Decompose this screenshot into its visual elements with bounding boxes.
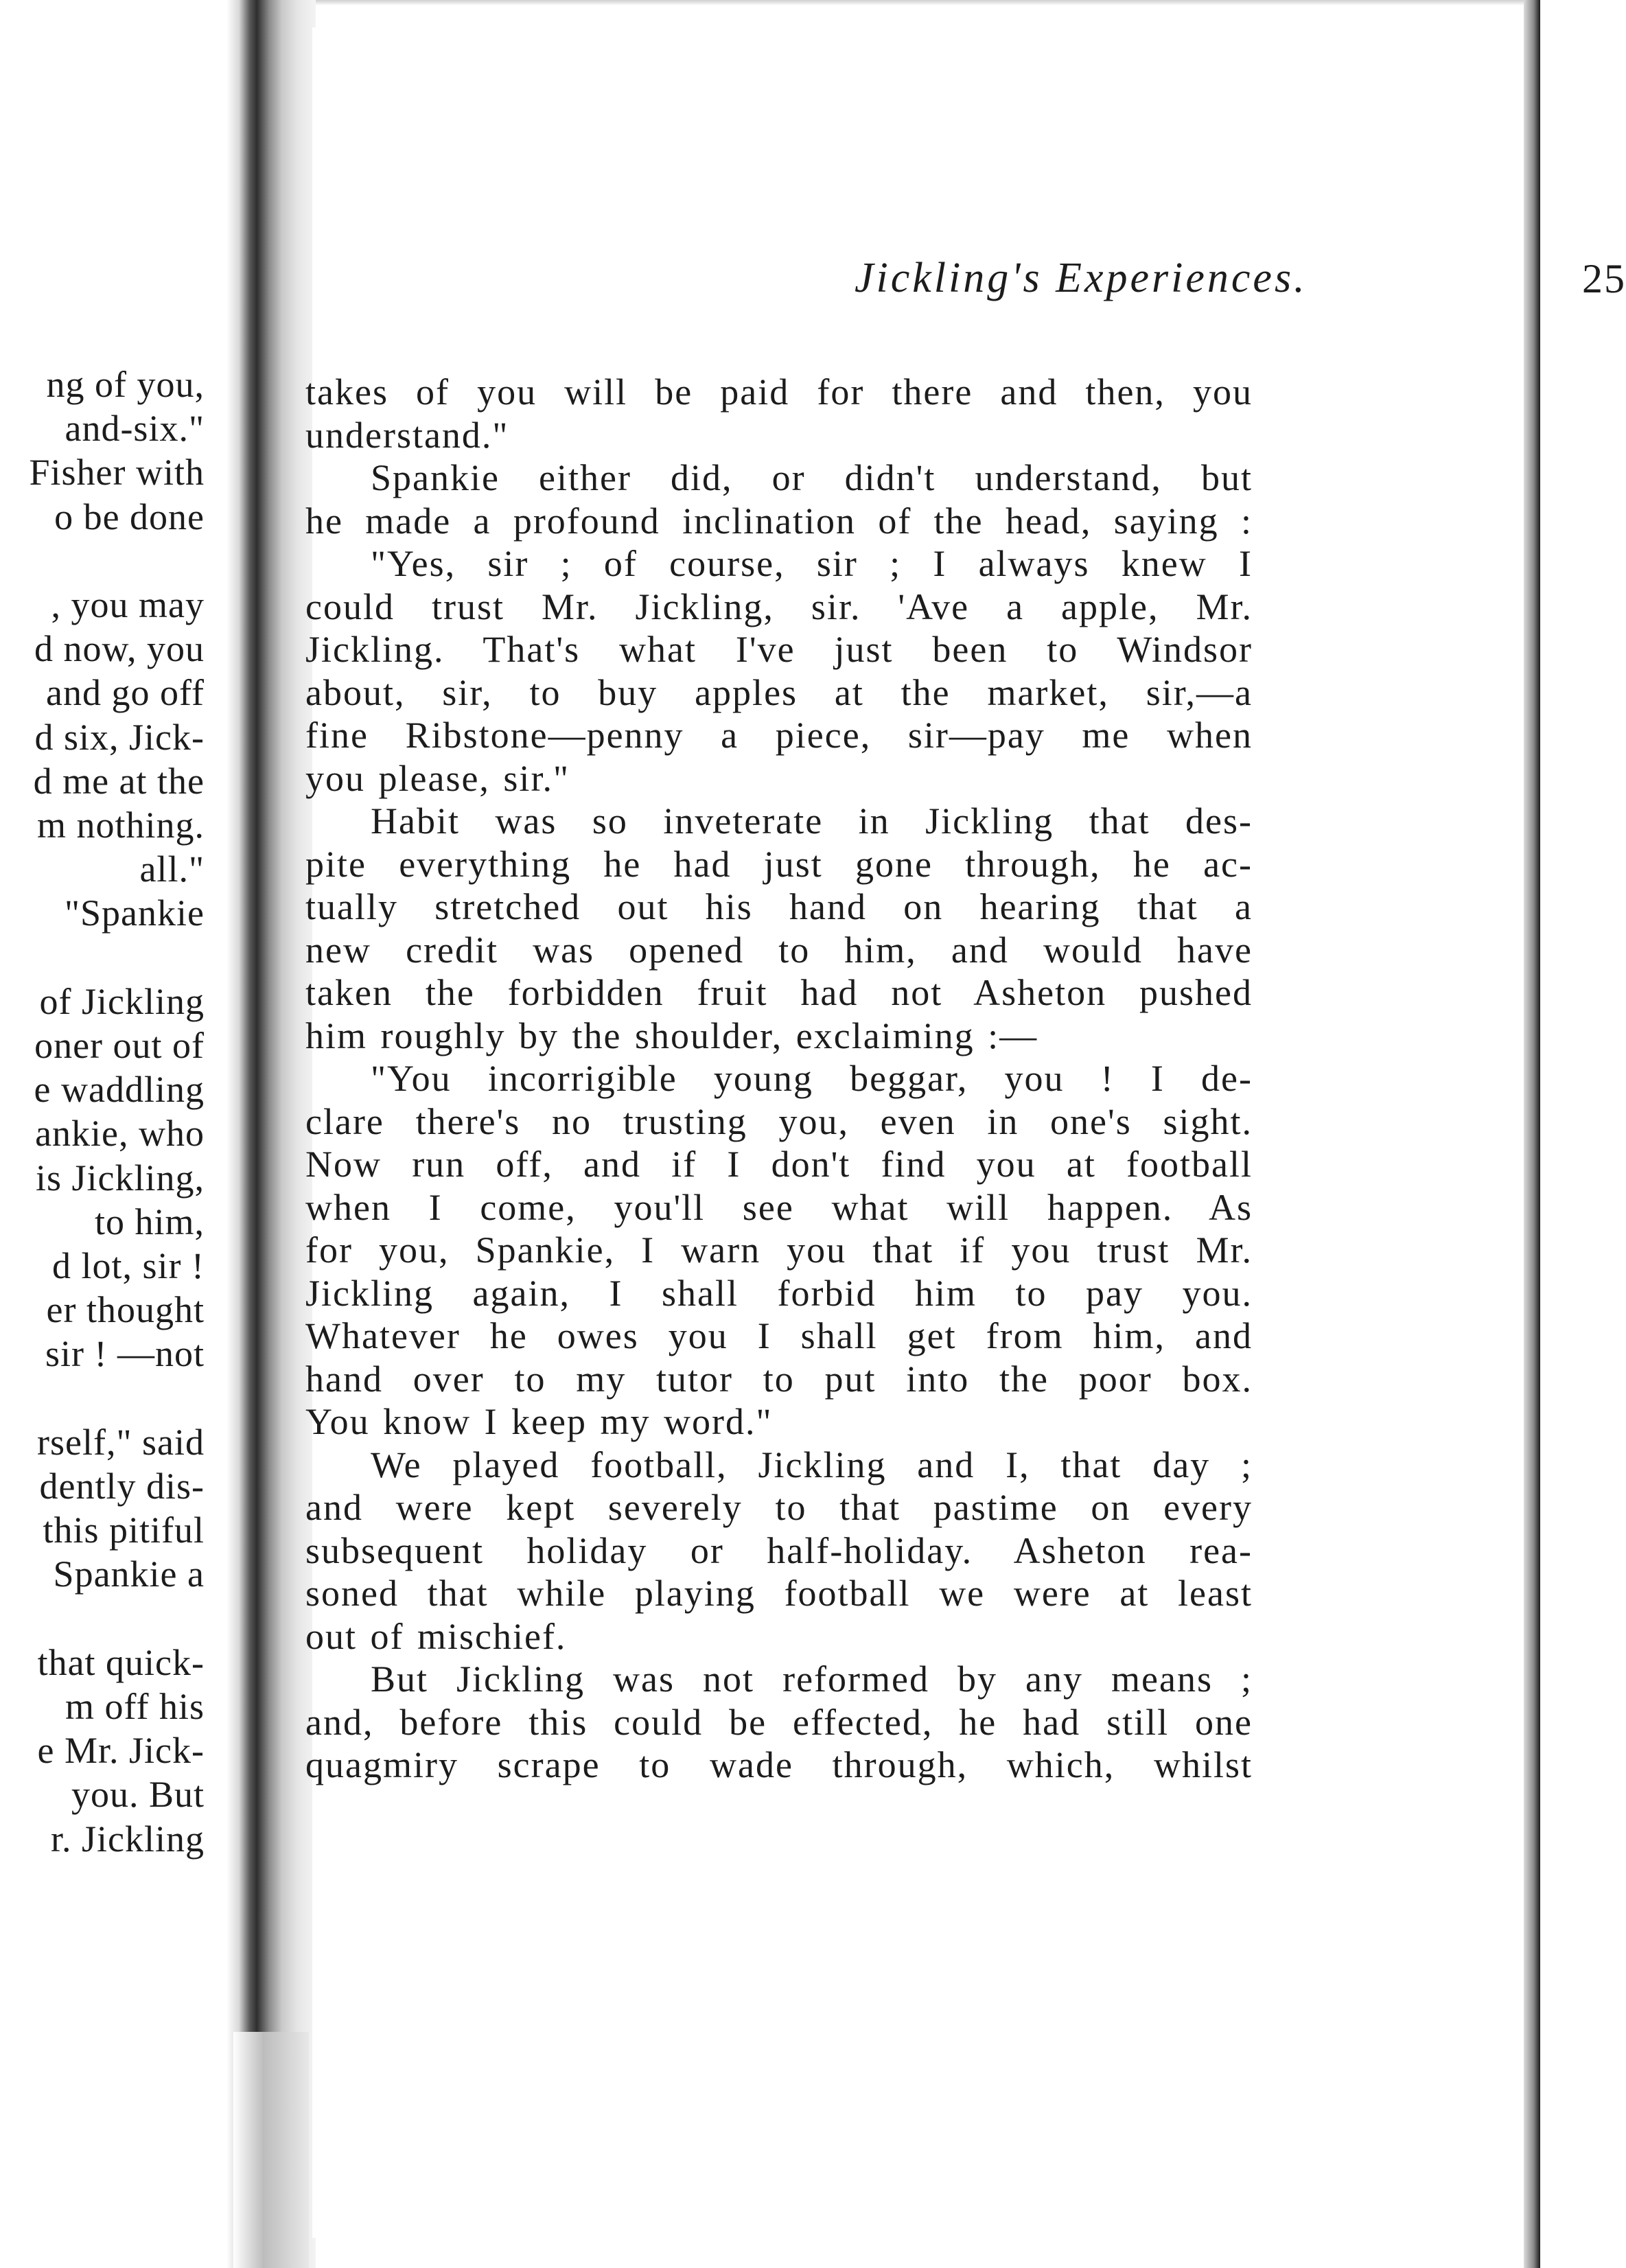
left-page-line: Fisher with [29,452,205,494]
left-page-line: is Jickling, [35,1157,205,1199]
body-text-line: and, before this could be effected, he had still one [305,1701,1253,1743]
left-page-line: sir ! —not [45,1333,205,1375]
body-text-line: Now run off, and if I don't find you at football [305,1144,1253,1185]
body-text-line: You know I keep my word." [305,1401,773,1442]
body-text-line: "You incorrigible young beggar, you ! I de- [371,1058,1253,1099]
body-text-line: understand." [305,414,509,456]
left-page-line: m nothing. [36,805,205,846]
left-page-line: oner out of [34,1025,205,1066]
body-text-line: Jickling again, I shall forbid him to pay you. [305,1272,1253,1314]
left-page-line: and-six." [65,408,205,450]
body-text-line: takes of you will be paid for there and then, you [305,371,1253,413]
left-page-line: m off his [65,1686,205,1727]
body-text-line: pite everything he had just gone through, he ac- [305,843,1253,885]
left-page-line: of Jickling [39,980,205,1022]
body-text-line: about, sir, to buy apples at the market, sir,—a [305,671,1253,713]
book-gutter-shadow [227,0,316,2268]
left-page-line: o be done [54,496,205,537]
body-text-line: and were kept severely to that pastime on every [305,1487,1253,1528]
book-gutter-lower-shadow [233,2032,309,2268]
body-text-line: Jickling. That's what I've just been to Windsor [305,629,1253,670]
left-page-line: ankie, who [35,1113,205,1155]
left-page-line: d me at the [33,760,205,802]
left-page-text [0,0,205,2268]
left-page-fragment [0,0,233,2268]
left-page-line: e Mr. Jick- [37,1730,205,1772]
left-page-line: dently dis- [39,1466,205,1507]
body-text-line: quagmiry scrape to wade through, which, whilst [305,1744,1253,1785]
body-text-line: hand over to my tutor to put into the poor box. [305,1358,1253,1400]
body-text-line: subsequent holiday or half-holiday. Asheton rea- [305,1529,1253,1571]
body-text-line: new credit was opened to him, and would have [305,929,1253,971]
body-text-line: "Yes, sir ; of course, sir ; I always knew I [371,543,1253,584]
left-page-line: ng of you, [46,364,205,405]
body-text-line: he made a profound inclination of the head, saying : [305,500,1253,542]
left-page-line: d lot, sir ! [52,1245,205,1286]
body-text-line: taken the forbidden fruit had not Asheton pushed [305,972,1253,1013]
page-number: 25 [1582,256,1626,301]
body-text-line: But Jickling was not reformed by any means ; [371,1658,1253,1700]
body-text-line: tually stretched out his hand on hearing that a [305,886,1253,927]
body-text-line: for you, Spankie, I warn you that if you trust Mr. [305,1229,1253,1271]
scan-right-edge [1524,0,1540,2268]
body-text-line: him roughly by the shoulder, exclaiming :— [305,1015,1038,1056]
left-page-line: d now, you [34,628,205,670]
left-page-line: d six, Jick- [34,716,205,758]
left-page-line: Spankie a [53,1553,205,1595]
left-page-line: you. But [71,1774,205,1816]
left-page-line: r. Jickling [51,1818,205,1860]
body-text-line: clare there's no trusting you, even in one's sight. [305,1100,1253,1142]
running-head: Jickling's Experiences. [855,255,1308,301]
left-page-line: this pitiful [43,1509,205,1551]
page-header [539,254,1626,316]
left-page-line: "Spankie [64,892,205,934]
body-text-line: could trust Mr. Jickling, sir. 'Ave a apple, Mr. [305,586,1253,627]
left-page-line: , you may [51,584,205,625]
body-text-line: fine Ribstone—penny a piece, sir—pay me when [305,715,1253,756]
left-page-line: er thought [46,1289,205,1331]
left-page-line: to him, [94,1201,205,1242]
left-page-line: and go off [46,672,205,714]
body-text-line: out of mischief. [305,1615,567,1657]
body-text-line: Spankie either did, or didn't understand, but [371,457,1253,498]
body-text-line: you please, sir." [305,757,570,799]
left-page-line: that quick- [37,1641,205,1683]
left-page-line: rself," said [37,1421,205,1463]
body-text-line: Whatever he owes you I shall get from him, and [305,1315,1253,1356]
body-text [305,371,1253,1787]
body-text-line: We played football, Jickling and I, that day ; [371,1444,1253,1485]
body-text-line: when I come, you'll see what will happen. As [305,1186,1253,1228]
left-page-line: e waddling [34,1069,205,1111]
left-page-line: all." [139,848,205,890]
body-text-line: soned that while playing football we were at least [305,1573,1253,1614]
body-text-line: Habit was so inveterate in Jickling that des- [371,800,1253,842]
